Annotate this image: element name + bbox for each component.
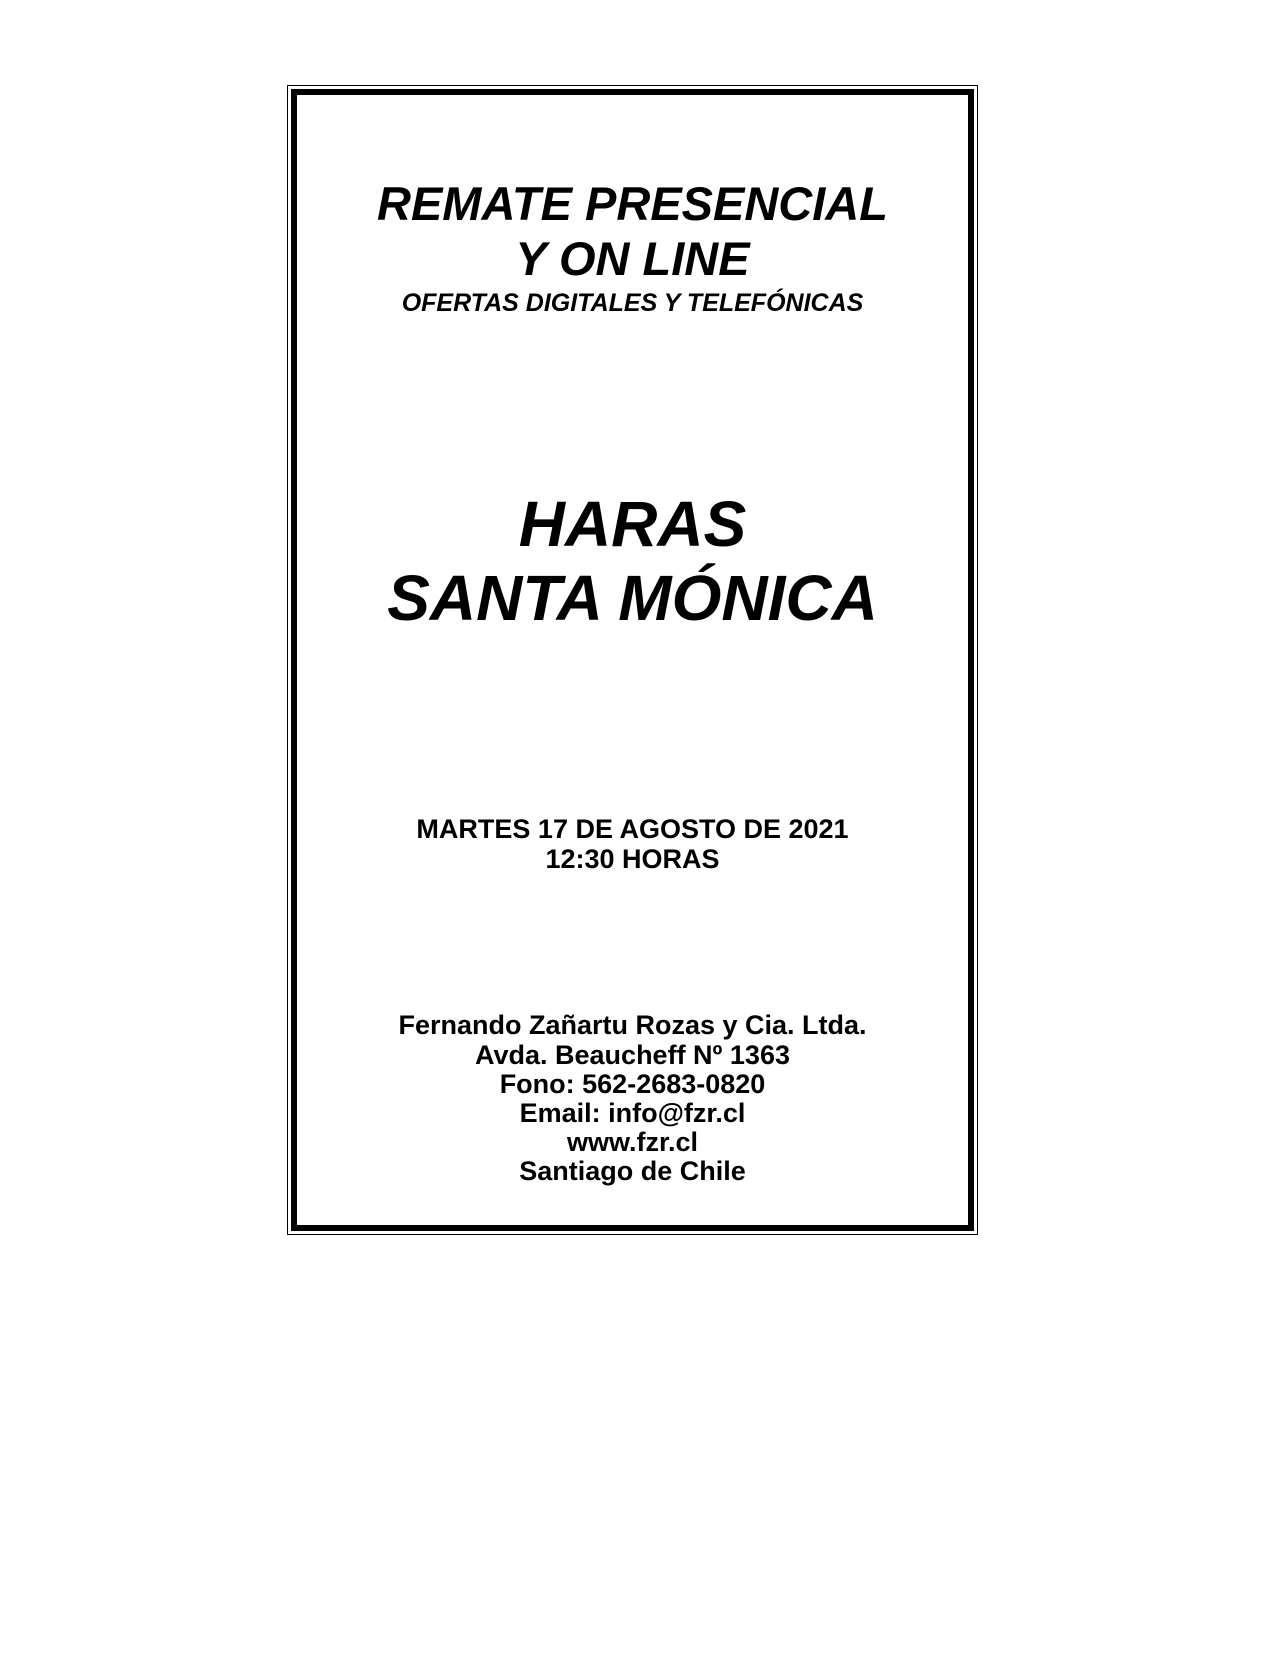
event-time: 12:30 HORAS bbox=[545, 844, 720, 874]
company-name: Fernando Zañartu Rozas y Cia. Ltda. bbox=[398, 1010, 867, 1040]
company-city: Santiago de Chile bbox=[519, 1156, 746, 1186]
subtitle: OFERTAS DIGITALES Y TELEFÓNICAS bbox=[401, 289, 864, 317]
title-line-2: Y ON LINE bbox=[515, 232, 750, 285]
company-address: Avda. Beaucheff Nº 1363 bbox=[475, 1040, 790, 1070]
company-phone: Fono: 562-2683-0820 bbox=[499, 1069, 766, 1099]
title-line-1: REMATE PRESENCIAL bbox=[377, 177, 888, 230]
haras-title: HARAS bbox=[518, 488, 747, 560]
event-date: MARTES 17 DE AGOSTO DE 2021 bbox=[416, 814, 849, 844]
company-website: www.fzr.cl bbox=[566, 1127, 699, 1157]
company-email: Email: info@fzr.cl bbox=[519, 1098, 746, 1128]
haras-name: SANTA MÓNICA bbox=[387, 562, 878, 634]
